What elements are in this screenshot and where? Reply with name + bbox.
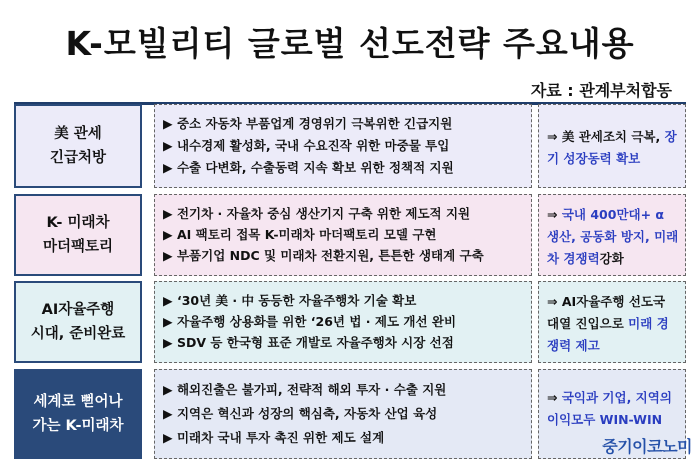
source-label: 자료 : 관계부처합동 [530,81,672,100]
category-line: 세계로 뻗어나 [33,394,123,410]
bullet-item: ▶ 부품기업 NDC 및 미래차 전환지원, 튼튼한 생태계 구축 [163,248,484,264]
result-cell [538,194,686,276]
result-text: AI자율주행 선도국 대열 진입으로 [547,294,666,331]
bullet-list [154,281,532,363]
bullet-item: ▶ 해외진출은 불가피, 전략적 해외 투자 · 수출 지원 [163,382,447,397]
result-text: 강화 [599,251,624,266]
arrow-icon: ⇒ [547,390,558,405]
strategy-row-autonomous [14,281,686,363]
bullet-item: ▶ 내수경제 활성화, 국내 수요진작 위한 마중물 투입 [163,138,450,153]
arrow-icon: ⇒ [547,294,558,309]
category-line: 시대, 준비완료 [30,326,126,342]
result-text: 美 관세조치 극복, [557,129,665,144]
bullet-list [154,369,532,459]
result-cell [538,104,686,188]
category-cell [14,281,142,363]
bullet-item: ▶ SDV 등 한국형 표준 개발로 자율주행차 시장 선점 [163,335,454,351]
category-line: 마더팩토리 [42,239,114,255]
bullet-item: ▶ 지역은 혁신과 성장의 핵심축, 자동차 산업 육성 [163,406,438,421]
category-line: K- 미래차 [46,215,110,231]
bullet-item: ▶ 전기차 · 자율차 중심 생산기지 구축 위한 제도적 지원 [163,205,471,221]
bullet-item: ▶ 중소 자동차 부품업계 경영위기 극복위한 긴급지원 [163,116,453,131]
result-highlight: 장기 성장동력 확보 [547,129,677,166]
arrow-icon: ⇒ [547,129,558,144]
result-highlight: 미래 경쟁력 제고 [547,316,669,353]
publisher-logo: 중기이코노미 [602,437,692,456]
strategy-row-global [14,369,686,459]
strategy-row-tariff [14,104,686,188]
result-highlight: 국내 400만대+ α 생산, 공동화 방지, 미래차 경쟁력 [547,207,679,266]
category-line: 가는 K-미래차 [32,418,124,434]
result-highlight: 국익과 기업, 지역의 이익모두 WIN-WIN [547,390,672,427]
category-line: 긴급처방 [49,150,107,166]
bullet-item: ▶ AI 팩토리 접목 K-미래차 마더팩토리 모델 구현 [163,226,437,242]
page-title: K-모빌리티 글로벌 선도전략 주요내용 [65,24,635,63]
bullet-list [154,104,532,188]
bullet-item: ▶ 미래차 국내 투자 촉진 위한 제도 설계 [163,430,385,445]
category-cell [14,104,142,188]
bullet-list [154,194,532,276]
arrow-icon: ⇒ [547,207,558,222]
bullet-item: ▶ ‘30년 美 · 中 동등한 자율주행차 기술 확보 [163,292,417,308]
strategy-row-mother-factory [14,194,686,276]
bullet-item: ▶ 수출 다변화, 수출동력 지속 확보 위한 정책적 지원 [163,160,454,175]
category-cell [14,369,142,459]
result-cell [538,281,686,363]
category-cell [14,194,142,276]
category-line: 美 관세 [54,126,102,142]
bullet-item: ▶ 자율주행 상용화를 위한 ‘26년 법 · 제도 개선 완비 [163,313,457,329]
category-line: AI자율주행 [41,302,115,318]
